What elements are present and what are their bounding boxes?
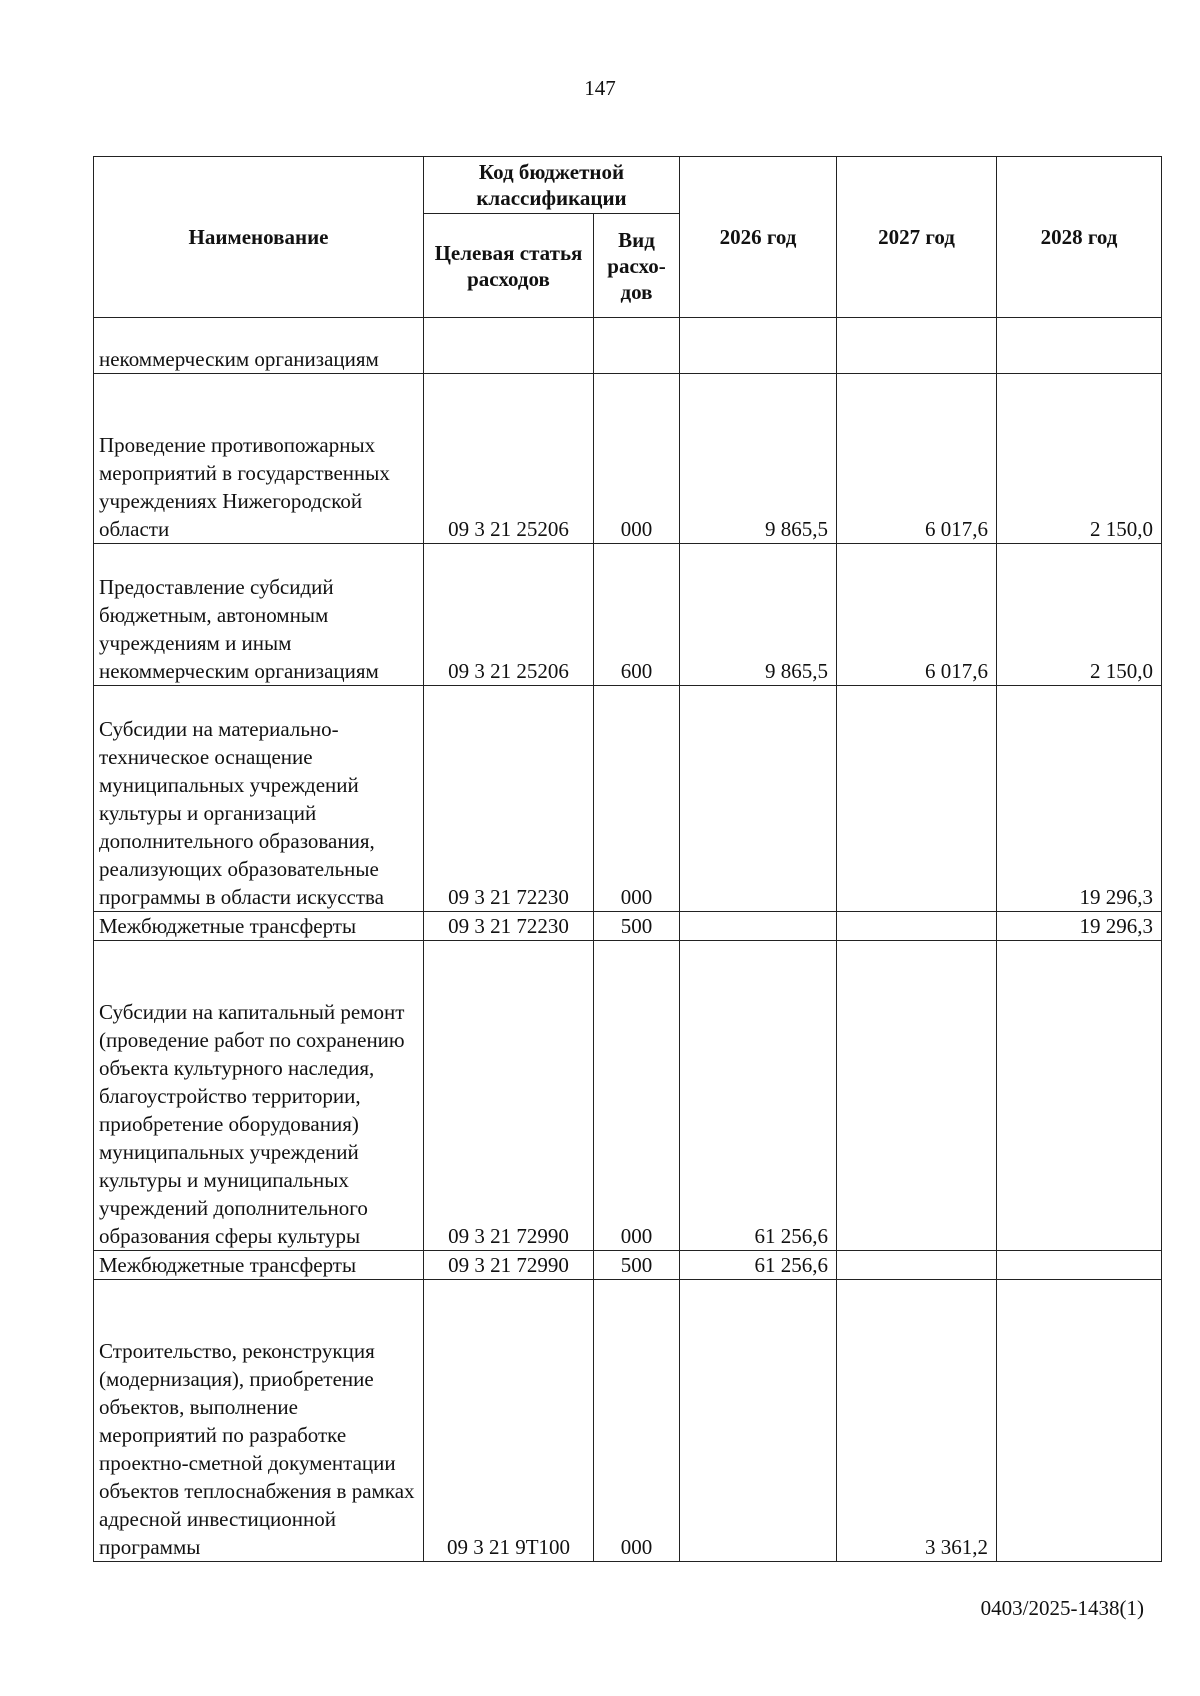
row-name: Проведение противопожарных мероприятий в государственных учреждениях Нижегородской области (94, 374, 424, 544)
row-2027 (837, 912, 997, 941)
row-name: Строительство, реконструкция (модернизация), приобретение объектов, выполнение мероприятий по разработке проектно-сметной документации объектов теплоснабжения в рамках адресной инвестиционной программы (94, 1280, 424, 1562)
row-2027: 6 017,6 (837, 374, 997, 544)
table-row (94, 912, 1162, 941)
row-code: 09 3 21 9Т100 (424, 1280, 594, 1562)
row-2026 (680, 318, 837, 374)
row-2026: 61 256,6 (680, 1251, 837, 1280)
row-expense-type: 600 (594, 544, 680, 686)
row-2028 (997, 941, 1162, 1251)
header-name: Наименование (94, 157, 424, 318)
document-code: 0403/2025-1438(1) (980, 1596, 1144, 1620)
row-2026 (680, 686, 837, 912)
row-2026: 61 256,6 (680, 941, 837, 1251)
row-code (424, 318, 594, 374)
row-2028: 2 150,0 (997, 374, 1162, 544)
row-code: 09 3 21 72230 (424, 912, 594, 941)
row-name: Предоставление субсидий бюджетным, автономным учреждениям и иным некоммерческим организациям (94, 544, 424, 686)
header-year-2026: 2026 год (680, 157, 837, 318)
row-2026: 9 865,5 (680, 374, 837, 544)
row-2027 (837, 941, 997, 1251)
row-expense-type: 000 (594, 686, 680, 912)
row-2027: 3 361,2 (837, 1280, 997, 1562)
row-2026 (680, 912, 837, 941)
table-row (94, 686, 1162, 912)
table-row (94, 318, 1162, 374)
budget-table (93, 156, 1162, 1562)
row-2027: 6 017,6 (837, 544, 997, 686)
row-name: Межбюджетные трансферты (94, 1251, 424, 1280)
row-code: 09 3 21 25206 (424, 374, 594, 544)
row-2027 (837, 686, 997, 912)
header-code-group: Код бюджетной классификации (424, 157, 680, 214)
row-code: 09 3 21 25206 (424, 544, 594, 686)
row-code: 09 3 21 72230 (424, 686, 594, 912)
row-name: Межбюджетные трансферты (94, 912, 424, 941)
header-year-2027: 2027 год (837, 157, 997, 318)
row-2026 (680, 1280, 837, 1562)
row-expense-type: 000 (594, 374, 680, 544)
header-target-article: Целевая статья расходов (424, 214, 594, 318)
table-row (94, 544, 1162, 686)
row-2028 (997, 1251, 1162, 1280)
table-row (94, 1251, 1162, 1280)
row-code: 09 3 21 72990 (424, 941, 594, 1251)
row-2027 (837, 318, 997, 374)
row-expense-type: 000 (594, 1280, 680, 1562)
row-name: Субсидии на материально-техническое оснащение муниципальных учреждений культуры и организаций дополнительного образования, реализующих образовательные программы в области искусства (94, 686, 424, 912)
row-2026: 9 865,5 (680, 544, 837, 686)
row-name: Субсидии на капитальный ремонт (проведение работ по сохранению объекта культурного наследия, благоустройство территории, приобретение оборудования) муниципальных учреждений культуры и муниципальных учреждений дополнительного образования сферы культуры (94, 941, 424, 1251)
row-2028 (997, 318, 1162, 374)
row-expense-type (594, 318, 680, 374)
header-year-2028: 2028 год (997, 157, 1162, 318)
table-header (94, 157, 1162, 318)
row-2028 (997, 1280, 1162, 1562)
header-expense-type: Вид расхо-дов (594, 214, 680, 318)
row-2027 (837, 1251, 997, 1280)
row-code: 09 3 21 72990 (424, 1251, 594, 1280)
page-number: 147 (584, 76, 616, 100)
row-name: некоммерческим организациям (94, 318, 424, 374)
row-2028: 19 296,3 (997, 912, 1162, 941)
row-2028: 19 296,3 (997, 686, 1162, 912)
table-row (94, 941, 1162, 1251)
row-expense-type: 500 (594, 1251, 680, 1280)
table-row (94, 1280, 1162, 1562)
table-row (94, 374, 1162, 544)
row-expense-type: 000 (594, 941, 680, 1251)
row-2028: 2 150,0 (997, 544, 1162, 686)
row-expense-type: 500 (594, 912, 680, 941)
